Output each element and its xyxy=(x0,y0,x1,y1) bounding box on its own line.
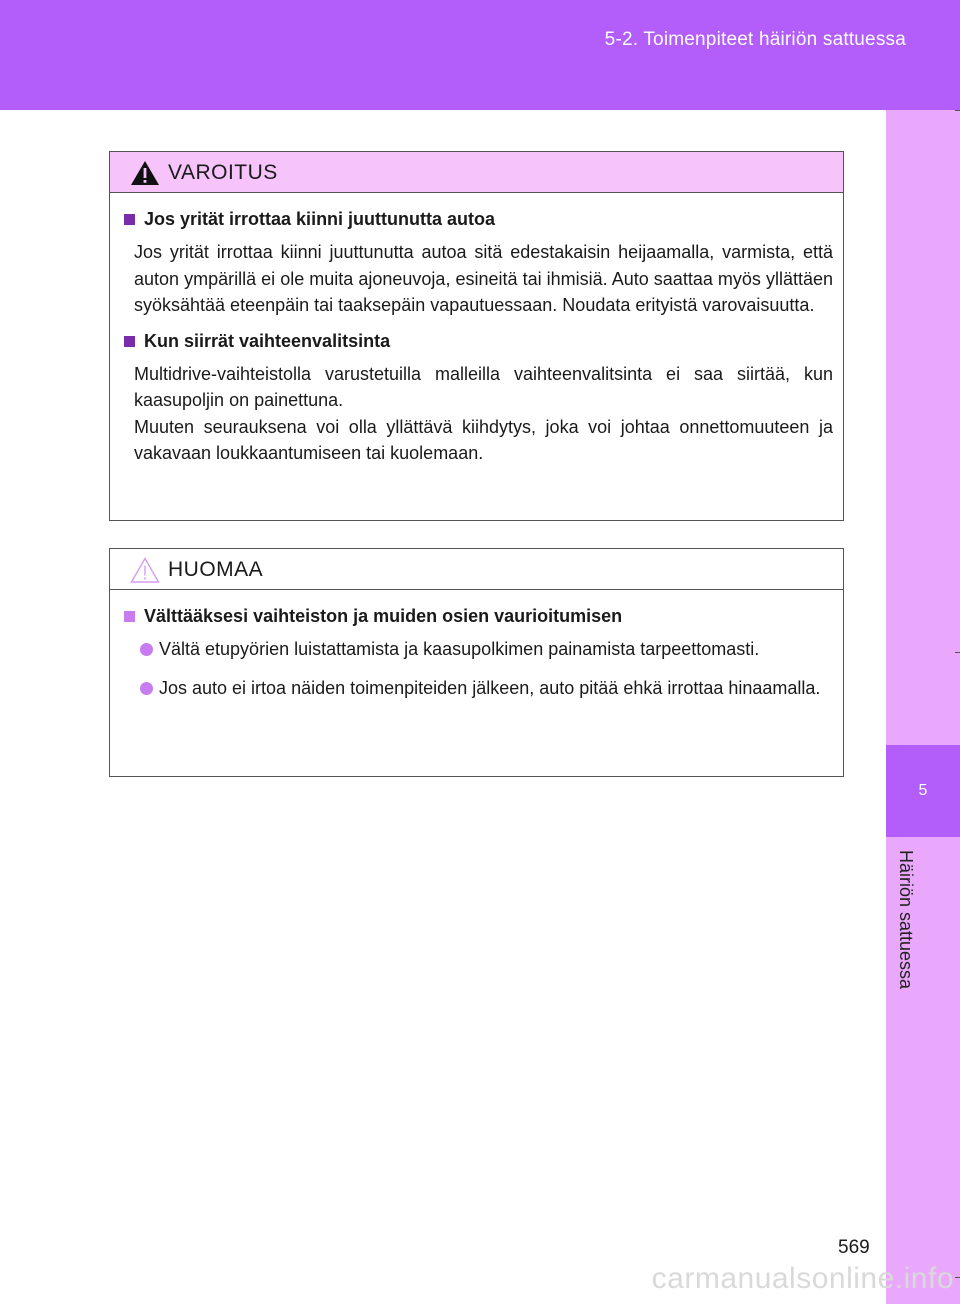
page-header xyxy=(0,0,960,110)
caution-triangle-icon xyxy=(130,557,160,583)
square-bullet-icon xyxy=(124,214,135,225)
section-heading: Välttääksesi vaihteiston ja muiden osien vaurioitumisen xyxy=(124,606,833,627)
square-bullet-icon xyxy=(124,336,135,347)
warning-body xyxy=(110,193,843,489)
chapter-tab xyxy=(886,745,960,837)
square-bullet-icon xyxy=(124,611,135,622)
notice-title: HUOMAA xyxy=(168,558,264,581)
warning-box xyxy=(109,151,844,521)
warning-header xyxy=(110,152,843,193)
chapter-title: Häiriön sattuessa xyxy=(896,850,916,990)
paragraph: Muuten seurauksena voi olla yllättävä kiihdytys, joka voi johtaa onnettomuuteen ja vakavaan loukkaantumiseen tai kuolemaan. xyxy=(134,416,833,463)
paragraph: Multidrive-vaihteistolla varustetuilla malleilla vaihteenvalitsinta ei saa siirtää, kun kaasupoljin on painettuna. xyxy=(134,363,833,410)
circle-bullet-icon xyxy=(140,682,153,695)
circle-bullet-icon xyxy=(140,643,153,656)
list-item: Vältä etupyörien luistattamista ja kaasupolkimen painamista tarpeettomasti. xyxy=(140,636,833,663)
crop-mark xyxy=(955,652,960,653)
list-item: Jos auto ei irtoa näiden toimenpiteiden jälkeen, auto pitää ehkä irrottaa hinaamalla. xyxy=(140,675,833,702)
notice-box xyxy=(109,548,844,777)
warning-triangle-icon xyxy=(130,160,160,186)
crop-mark xyxy=(955,1277,960,1278)
warning-title: VAROITUS xyxy=(168,161,278,184)
chapter-number: 5 xyxy=(918,782,928,799)
section-title: 5-2. Toimenpiteet häiriön sattuessa xyxy=(604,29,906,50)
paragraph: Jos yrität irrottaa kiinni juuttunutta autoa sitä edestakaisin heijaamalla, varmista, että auton ympärillä ei ole muita ajoneuvoja, esineitä tai ihmisiä. Auto saattaa myös yllättäen syöksähtää eteenpäin tai taaksepäin vapautuessaan. Noudata erityistä varovaisuutta. xyxy=(134,242,833,315)
section-heading: Jos yrität irrottaa kiinni juuttunutta autoa xyxy=(124,209,833,230)
page-number: 569 xyxy=(838,1237,870,1258)
side-strip xyxy=(886,110,960,1304)
watermark: carmanualsonline.info xyxy=(651,1262,954,1295)
crop-mark xyxy=(955,110,960,111)
notice-body xyxy=(110,590,843,723)
section-heading: Kun siirrät vaihteenvalitsinta xyxy=(124,331,833,352)
notice-header xyxy=(110,549,843,590)
